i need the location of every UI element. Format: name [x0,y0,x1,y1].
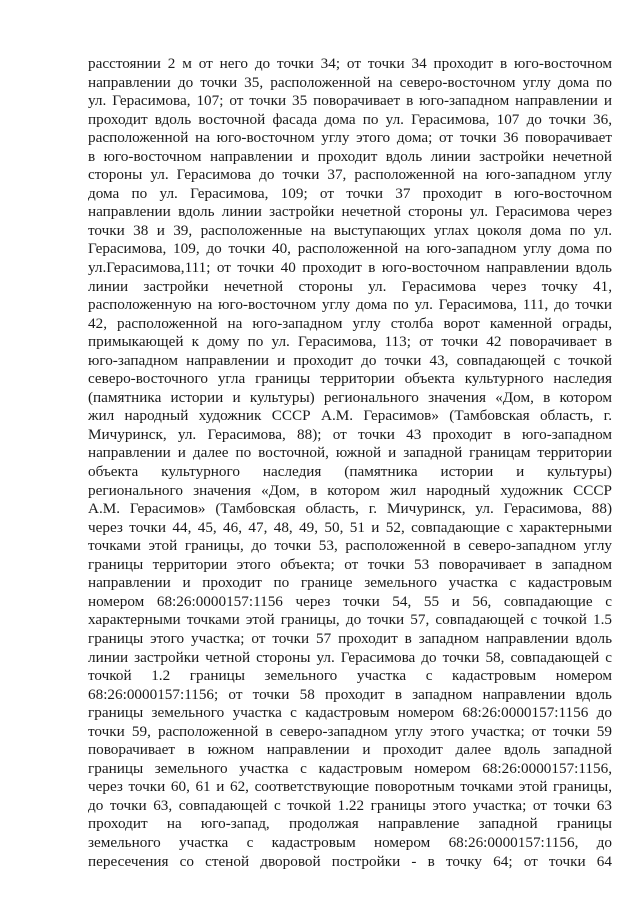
text-line: точкой 1.2 границы земельного участка с кадастровым номером [88,667,612,685]
text-line: проходит вдоль восточной фасада дома по ул. Герасимова, 107 до точки 36, [88,110,612,128]
text-line: (памятника истории и культуры) регионального значения «Дом, в котором [88,388,612,406]
text-line: ул. Герасимова, 107; от точки 35 поворачивает в юго-западном направлении и [88,92,612,110]
text-line: до точки 63, совпадающей с точкой 1.22 границы этого участка; от точки 63 [88,796,612,814]
text-line: дома по ул. Герасимова, 109; от точки 37 проходит в юго-восточном [88,184,612,202]
text-line: поворачивает в южном направлении и проходит далее вдоль западной [88,741,612,759]
text-line: границы земельного участка с кадастровым номером 68:26:0000157:1156 до [88,704,612,722]
text-line: Герасимова, 109, до точки 40, расположенной на юго-западном углу дома по [88,240,612,258]
text-line: направлении и далее по восточной, южной и западной границам территории [88,444,612,462]
text-line: северо-восточного угла границы территории объекта культурного наследия [88,370,612,388]
text-line: характерными точками этой границы, до точки 57, совпадающей с точкой 1.5 [88,611,612,629]
text-line: направлении до точки 35, расположенной на северо-восточном углу дома по [88,73,612,91]
text-line: расстоянии 2 м от него до точки 34; от точки 34 проходит в юго-восточном [88,55,612,72]
text-line: через точки 60, 61 и 62, соответствующие поворотным точками этой границы, [88,778,612,796]
text-line: Мичуринск, ул. Герасимова, 88); от точки 43 проходит в юго-западном [88,425,612,443]
text-line: границы этого участка; от точки 57 проходит в западном направлении вдоль [88,629,612,647]
text-line: границы земельного участка с кадастровым номером 68:26:0000157:1156, [88,759,612,777]
text-line: точки 59, расположенной в северо-западном углу этого участка; от точки 59 [88,722,612,740]
text-line: А.М. Герасимов» (Тамбовская область, г. Мичуринск, ул. Герасимова, 88) [88,500,612,518]
text-line: проходит на юго-запад, продолжая направление западной границы [88,815,612,833]
text-line: регионального значения «Дом, в котором жил народный художник СССР [88,481,612,499]
text-line: направлении вдоль линии застройки нечетной стороны ул. Герасимова через [88,203,612,221]
text-line: 42, расположенной на юго-западном углу столба ворот каменной ограды, [88,314,612,332]
text-line: границы территории этого объекта; от точки 53 поворачивает в западном [88,555,612,573]
text-line: номером 68:26:0000157:1156 через точки 54, 55 и 56, совпадающие с [88,592,612,610]
text-line: стороны ул. Герасимова до точки 37, расположенной на юго-западном углу [88,166,612,184]
text-line: 68:26:0000157:1156; от точки 58 проходит в западном направлении вдоль [88,685,612,703]
text-line: направлении и проходит по границе земельного участка с кадастровым [88,574,612,592]
text-line: точки 38 и 39, расположенные на выступающих углах цоколя дома по ул. [88,221,612,239]
document-body-text [88,55,612,871]
text-line: ул.Герасимова,111; от точки 40 проходит в юго-восточном направлении вдоль [88,259,612,277]
text-line: пересечения со стеной дворовой постройки - в точку 64; от точки 64 [88,852,612,870]
text-line: расположенную на юго-восточном углу дома по ул. Герасимова, 111, до точки [88,296,612,314]
text-line: земельного участка с кадастровым номером 68:26:0000157:1156, до [88,833,612,851]
text-line: примыкающей к дому по ул. Герасимова, 113; от точки 42 поворачивает в [88,333,612,351]
text-line: через точки 44, 45, 46, 47, 48, 49, 50, 51 и 52, совпадающие с характерными [88,518,612,536]
text-line: точками этой границы, до точки 53, расположенной в северо-западном углу [88,537,612,555]
text-line: расположенной на юго-восточном углу этого дома; от точки 36 поворачивает [88,129,612,147]
text-line: объекта культурного наследия (памятника истории и культуры) [88,463,612,481]
text-line: жил народный художник СССР А.М. Герасимов» (Тамбовская область, г. [88,407,612,425]
text-line: юго-западном направлении и проходит до точки 43, совпадающей с точкой [88,351,612,369]
text-line: линии застройки нечетной стороны ул. Герасимова через точку 41, [88,277,612,295]
text-line: линии застройки четной стороны ул. Герасимова до точки 58, совпадающей с [88,648,612,666]
text-line: в юго-восточном направлении и проходит вдоль линии застройки нечетной [88,147,612,165]
